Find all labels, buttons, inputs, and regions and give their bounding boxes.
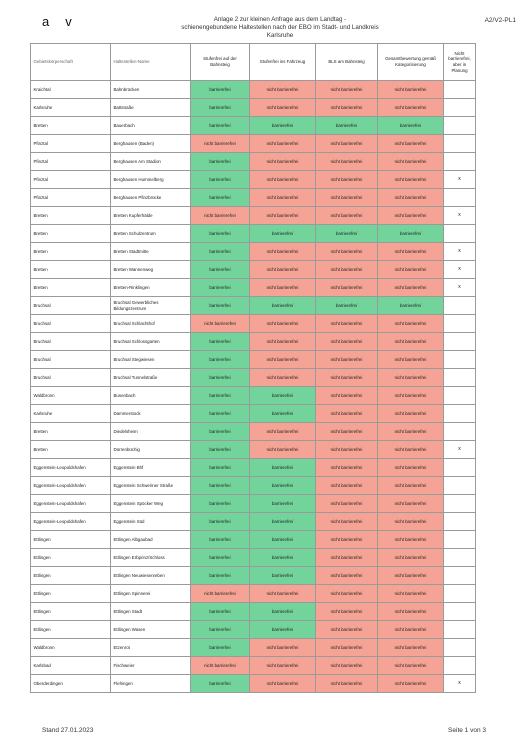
cell-status-c2: barrierefrei xyxy=(250,603,316,621)
cell-in-planung xyxy=(444,333,476,351)
cell-gebietskoerperschaft: Bretten xyxy=(31,243,111,261)
cell-status-c3: nicht barrierefrei xyxy=(316,657,378,675)
cell-status-c4: nicht barrierefrei xyxy=(378,513,444,531)
cell-status-c4: nicht barrierefrei xyxy=(378,279,444,297)
cell-gebietskoerperschaft: Bretten xyxy=(31,117,111,135)
cell-gebietskoerperschaft: Pfinztal xyxy=(31,153,111,171)
cell-gebietskoerperschaft: Ettlingen xyxy=(31,567,111,585)
document-reference: A2/V2-PL1 xyxy=(484,17,516,24)
cell-haltestellen-name: Etzenrot xyxy=(111,639,191,657)
cell-status-c2: nicht barrierefrei xyxy=(250,189,316,207)
cell-status-c2: nicht barrierefrei xyxy=(250,441,316,459)
cell-status-c1: barrierefrei xyxy=(191,477,250,495)
cell-in-planung: x xyxy=(444,675,476,693)
cell-status-c3: nicht barrierefrei xyxy=(316,603,378,621)
cell-status-c2: barrierefrei xyxy=(250,387,316,405)
cell-status-c3: nicht barrierefrei xyxy=(316,243,378,261)
cell-haltestellen-name: Ettlingen Wasen xyxy=(111,621,191,639)
cell-status-c2: nicht barrierefrei xyxy=(250,675,316,693)
cell-status-c2: nicht barrierefrei xyxy=(250,351,316,369)
cell-status-c1: barrierefrei xyxy=(191,279,250,297)
cell-status-c2: barrierefrei xyxy=(250,459,316,477)
cell-status-c3: nicht barrierefrei xyxy=(316,279,378,297)
column-header-gebietskoerperschaft: Gebietskörperschaft xyxy=(31,44,111,81)
cell-gebietskoerperschaft: Bretten xyxy=(31,225,111,243)
cell-status-c3: nicht barrierefrei xyxy=(316,567,378,585)
cell-gebietskoerperschaft: Eggenstein-Leopoldshafen xyxy=(31,477,111,495)
cell-haltestellen-name: Fischweier xyxy=(111,657,191,675)
cell-gebietskoerperschaft: Eggenstein-Leopoldshafen xyxy=(31,495,111,513)
cell-status-c2: barrierefrei xyxy=(250,117,316,135)
cell-status-c3: nicht barrierefrei xyxy=(316,207,378,225)
cell-status-c3: nicht barrierefrei xyxy=(316,189,378,207)
cell-status-c1: barrierefrei xyxy=(191,495,250,513)
table-row xyxy=(31,153,476,171)
cell-gebietskoerperschaft: Bretten xyxy=(31,279,111,297)
cell-status-c3: nicht barrierefrei xyxy=(316,441,378,459)
column-header-gesamtbewertung: Gesamtbewertung gemäß Kategorisierung xyxy=(378,44,444,81)
cell-status-c4: nicht barrierefrei xyxy=(378,81,444,99)
table-row xyxy=(31,99,476,117)
cell-status-c2: nicht barrierefrei xyxy=(250,423,316,441)
cell-status-c4: nicht barrierefrei xyxy=(378,369,444,387)
cell-status-c1: barrierefrei xyxy=(191,639,250,657)
cell-status-c1: barrierefrei xyxy=(191,369,250,387)
cell-in-planung xyxy=(444,603,476,621)
cell-gebietskoerperschaft: Ettlingen xyxy=(31,621,111,639)
cell-haltestellen-name: Bauerbach xyxy=(111,117,191,135)
table-row xyxy=(31,369,476,387)
cell-status-c3: nicht barrierefrei xyxy=(316,531,378,549)
cell-status-c4: nicht barrierefrei xyxy=(378,387,444,405)
cell-status-c1: barrierefrei xyxy=(191,189,250,207)
cell-status-c2: nicht barrierefrei xyxy=(250,171,316,189)
cell-status-c3: nicht barrierefrei xyxy=(316,171,378,189)
cell-status-c2: nicht barrierefrei xyxy=(250,333,316,351)
table-row xyxy=(31,513,476,531)
cell-status-c4: nicht barrierefrei xyxy=(378,549,444,567)
cell-status-c1: barrierefrei xyxy=(191,675,250,693)
cell-status-c4: nicht barrierefrei xyxy=(378,171,444,189)
cell-status-c2: nicht barrierefrei xyxy=(250,369,316,387)
cell-status-c4: nicht barrierefrei xyxy=(378,531,444,549)
cell-status-c3: nicht barrierefrei xyxy=(316,99,378,117)
cell-status-c2: barrierefrei xyxy=(250,405,316,423)
cell-gebietskoerperschaft: Bretten xyxy=(31,207,111,225)
cell-status-c4: nicht barrierefrei xyxy=(378,657,444,675)
cell-status-c3: nicht barrierefrei xyxy=(316,621,378,639)
cell-status-c3: nicht barrierefrei xyxy=(316,585,378,603)
table-row xyxy=(31,531,476,549)
cell-status-c2: nicht barrierefrei xyxy=(250,585,316,603)
table-row xyxy=(31,477,476,495)
cell-in-planung xyxy=(444,531,476,549)
cell-gebietskoerperschaft: Pfinztal xyxy=(31,171,111,189)
cell-in-planung xyxy=(444,639,476,657)
cell-in-planung xyxy=(444,81,476,99)
table-row xyxy=(31,441,476,459)
cell-haltestellen-name: Berghausen Am Stadion xyxy=(111,153,191,171)
cell-gebietskoerperschaft: Karlsruhe xyxy=(31,405,111,423)
cell-haltestellen-name: Bretten Kupferhälde xyxy=(111,207,191,225)
table-row xyxy=(31,495,476,513)
cell-status-c3: nicht barrierefrei xyxy=(316,639,378,657)
cell-status-c1: nicht barrierefrei xyxy=(191,585,250,603)
logo xyxy=(42,14,72,29)
cell-status-c1: barrierefrei xyxy=(191,441,250,459)
accessibility-table xyxy=(30,43,476,693)
cell-status-c4: barrierefrei xyxy=(378,225,444,243)
cell-in-planung xyxy=(444,315,476,333)
cell-haltestellen-name: Ettlingen Spinnerei xyxy=(111,585,191,603)
cell-status-c4: nicht barrierefrei xyxy=(378,639,444,657)
cell-in-planung xyxy=(444,369,476,387)
cell-status-c3: nicht barrierefrei xyxy=(316,675,378,693)
cell-haltestellen-name: Bretten Schulzentrum xyxy=(111,225,191,243)
cell-status-c4: nicht barrierefrei xyxy=(378,477,444,495)
cell-in-planung xyxy=(444,657,476,675)
cell-in-planung xyxy=(444,585,476,603)
cell-status-c3: nicht barrierefrei xyxy=(316,423,378,441)
cell-status-c1: barrierefrei xyxy=(191,603,250,621)
table-row xyxy=(31,81,476,99)
cell-status-c3: nicht barrierefrei xyxy=(316,261,378,279)
cell-status-c3: nicht barrierefrei xyxy=(316,513,378,531)
cell-status-c1: barrierefrei xyxy=(191,513,250,531)
cell-status-c1: nicht barrierefrei xyxy=(191,315,250,333)
cell-status-c2: nicht barrierefrei xyxy=(250,315,316,333)
cell-gebietskoerperschaft: Karlsruhe xyxy=(31,99,111,117)
cell-status-c3: nicht barrierefrei xyxy=(316,477,378,495)
cell-status-c4: nicht barrierefrei xyxy=(378,135,444,153)
cell-in-planung xyxy=(444,135,476,153)
cell-haltestellen-name: Eggenstein Süd xyxy=(111,513,191,531)
cell-in-planung xyxy=(444,621,476,639)
table-row xyxy=(31,117,476,135)
cell-status-c3: barrierefrei xyxy=(316,117,378,135)
table-row xyxy=(31,657,476,675)
cell-status-c1: barrierefrei xyxy=(191,351,250,369)
cell-status-c4: nicht barrierefrei xyxy=(378,315,444,333)
cell-gebietskoerperschaft: Eggenstein-Leopoldshafen xyxy=(31,459,111,477)
cell-status-c4: nicht barrierefrei xyxy=(378,675,444,693)
cell-status-c2: barrierefrei xyxy=(250,621,316,639)
cell-haltestellen-name: Bruchsal Stegwiesen xyxy=(111,351,191,369)
cell-status-c3: nicht barrierefrei xyxy=(316,459,378,477)
cell-status-c1: barrierefrei xyxy=(191,225,250,243)
cell-haltestellen-name: Diedelsheim xyxy=(111,423,191,441)
cell-status-c3: nicht barrierefrei xyxy=(316,405,378,423)
cell-status-c4: nicht barrierefrei xyxy=(378,207,444,225)
cell-gebietskoerperschaft: Pfinztal xyxy=(31,189,111,207)
cell-status-c4: nicht barrierefrei xyxy=(378,459,444,477)
cell-haltestellen-name: Flehingen xyxy=(111,675,191,693)
cell-gebietskoerperschaft: Ettlingen xyxy=(31,549,111,567)
cell-status-c1: barrierefrei xyxy=(191,567,250,585)
table-body xyxy=(31,81,476,693)
cell-status-c4: nicht barrierefrei xyxy=(378,99,444,117)
cell-in-planung xyxy=(444,225,476,243)
cell-in-planung xyxy=(444,513,476,531)
table-row xyxy=(31,423,476,441)
cell-status-c1: barrierefrei xyxy=(191,99,250,117)
logo-letter-v: v xyxy=(65,14,72,29)
cell-haltestellen-name: Eggenstein Spöcker Weg xyxy=(111,495,191,513)
cell-haltestellen-name: Dammerstock xyxy=(111,405,191,423)
table-row xyxy=(31,639,476,657)
cell-haltestellen-name: Ettlingen Stadt xyxy=(111,603,191,621)
cell-in-planung xyxy=(444,459,476,477)
table-row xyxy=(31,603,476,621)
cell-gebietskoerperschaft: Bruchsal xyxy=(31,333,111,351)
document-title-line-2: schienengebundene Haltestellen nach der EBO im Stadt- und Landkreis Karlsruhe xyxy=(181,24,379,39)
cell-status-c2: barrierefrei xyxy=(250,225,316,243)
cell-haltestellen-name: Ettlingen Neuwiesenreben xyxy=(111,567,191,585)
cell-in-planung xyxy=(444,405,476,423)
cell-haltestellen-name: Bruchsal Schlossgarten xyxy=(111,333,191,351)
cell-in-planung: x xyxy=(444,207,476,225)
cell-status-c3: barrierefrei xyxy=(316,297,378,315)
cell-status-c2: nicht barrierefrei xyxy=(250,243,316,261)
cell-status-c1: barrierefrei xyxy=(191,153,250,171)
cell-haltestellen-name: Eggenstein Schweriner Straße xyxy=(111,477,191,495)
cell-in-planung: x xyxy=(444,441,476,459)
cell-haltestellen-name: Bretten Stadtmitte xyxy=(111,243,191,261)
cell-status-c2: nicht barrierefrei xyxy=(250,99,316,117)
cell-in-planung xyxy=(444,477,476,495)
table-row xyxy=(31,297,476,315)
column-header-bls-bahnsteig: BLS am Bahnsteig xyxy=(316,44,378,81)
cell-status-c4: nicht barrierefrei xyxy=(378,423,444,441)
cell-in-planung xyxy=(444,117,476,135)
table-row xyxy=(31,261,476,279)
table-row xyxy=(31,171,476,189)
cell-haltestellen-name: Eggenstein Bhf xyxy=(111,459,191,477)
cell-status-c1: barrierefrei xyxy=(191,423,250,441)
cell-status-c3: nicht barrierefrei xyxy=(316,351,378,369)
cell-haltestellen-name: Bruchsal Tunnelstraße xyxy=(111,369,191,387)
cell-status-c1: barrierefrei xyxy=(191,81,250,99)
column-header-stufenfrei-bahnsteig: Stufenfrei auf der Bahnsteig xyxy=(191,44,250,81)
column-header-stufenfrei-fahrzeug: Stufenfrei ins Fahrzeug xyxy=(250,44,316,81)
cell-status-c3: nicht barrierefrei xyxy=(316,549,378,567)
cell-status-c3: nicht barrierefrei xyxy=(316,333,378,351)
cell-gebietskoerperschaft: Bruchsal xyxy=(31,297,111,315)
cell-status-c1: barrierefrei xyxy=(191,297,250,315)
cell-in-planung xyxy=(444,99,476,117)
cell-status-c1: barrierefrei xyxy=(191,261,250,279)
cell-status-c2: nicht barrierefrei xyxy=(250,135,316,153)
cell-status-c2: nicht barrierefrei xyxy=(250,657,316,675)
table-row xyxy=(31,405,476,423)
cell-status-c2: barrierefrei xyxy=(250,549,316,567)
cell-gebietskoerperschaft: Eggenstein-Leopoldshafen xyxy=(31,513,111,531)
cell-gebietskoerperschaft: Kraichtal xyxy=(31,81,111,99)
cell-status-c4: nicht barrierefrei xyxy=(378,621,444,639)
table-row xyxy=(31,135,476,153)
cell-haltestellen-name: Dürrenbüchig xyxy=(111,441,191,459)
table-row xyxy=(31,189,476,207)
cell-status-c4: nicht barrierefrei xyxy=(378,243,444,261)
cell-status-c1: barrierefrei xyxy=(191,387,250,405)
cell-status-c2: barrierefrei xyxy=(250,513,316,531)
cell-status-c1: nicht barrierefrei xyxy=(191,657,250,675)
table-row xyxy=(31,279,476,297)
cell-in-planung xyxy=(444,189,476,207)
cell-haltestellen-name: Battstraße xyxy=(111,99,191,117)
cell-status-c3: nicht barrierefrei xyxy=(316,81,378,99)
cell-haltestellen-name: Berghausen Pfinzbrücke xyxy=(111,189,191,207)
cell-status-c3: nicht barrierefrei xyxy=(316,369,378,387)
cell-status-c4: nicht barrierefrei xyxy=(378,567,444,585)
cell-in-planung xyxy=(444,153,476,171)
cell-haltestellen-name: Ettlingen Albgaubad xyxy=(111,531,191,549)
cell-status-c1: barrierefrei xyxy=(191,531,250,549)
cell-gebietskoerperschaft: Bruchsal xyxy=(31,351,111,369)
cell-in-planung xyxy=(444,567,476,585)
footer-date: Stand 27.01.2023 xyxy=(42,727,94,734)
cell-status-c2: nicht barrierefrei xyxy=(250,81,316,99)
cell-gebietskoerperschaft: Oberderdingen xyxy=(31,675,111,693)
cell-haltestellen-name: Ettlingen Erbprinz/Schloss xyxy=(111,549,191,567)
cell-haltestellen-name: Berghausen (Baden) xyxy=(111,135,191,153)
cell-status-c4: nicht barrierefrei xyxy=(378,261,444,279)
cell-gebietskoerperschaft: Waldbronn xyxy=(31,639,111,657)
table-row xyxy=(31,225,476,243)
cell-status-c1: barrierefrei xyxy=(191,459,250,477)
cell-status-c1: barrierefrei xyxy=(191,621,250,639)
table-row xyxy=(31,549,476,567)
cell-in-planung xyxy=(444,387,476,405)
document-title-line-1: Anlage 2 zur kleinen Anfrage aus dem Landtag - xyxy=(213,16,347,23)
cell-in-planung xyxy=(444,495,476,513)
cell-status-c4: nicht barrierefrei xyxy=(378,405,444,423)
cell-status-c4: barrierefrei xyxy=(378,297,444,315)
cell-status-c2: nicht barrierefrei xyxy=(250,261,316,279)
cell-status-c2: barrierefrei xyxy=(250,477,316,495)
cell-in-planung: x xyxy=(444,243,476,261)
cell-haltestellen-name: Bretten-Rinklingen xyxy=(111,279,191,297)
cell-status-c4: nicht barrierefrei xyxy=(378,333,444,351)
cell-gebietskoerperschaft: Pfinztal xyxy=(31,135,111,153)
cell-status-c4: nicht barrierefrei xyxy=(378,153,444,171)
cell-status-c4: nicht barrierefrei xyxy=(378,441,444,459)
table-row xyxy=(31,567,476,585)
cell-gebietskoerperschaft: Waldbronn xyxy=(31,387,111,405)
cell-status-c4: nicht barrierefrei xyxy=(378,495,444,513)
cell-status-c1: barrierefrei xyxy=(191,243,250,261)
table-row xyxy=(31,387,476,405)
cell-status-c4: nicht barrierefrei xyxy=(378,189,444,207)
cell-in-planung: x xyxy=(444,171,476,189)
cell-status-c2: nicht barrierefrei xyxy=(250,279,316,297)
cell-in-planung xyxy=(444,549,476,567)
cell-status-c4: nicht barrierefrei xyxy=(378,603,444,621)
cell-status-c3: nicht barrierefrei xyxy=(316,153,378,171)
footer-page-number: Seite 1 von 3 xyxy=(448,727,486,734)
cell-status-c4: nicht barrierefrei xyxy=(378,351,444,369)
cell-gebietskoerperschaft: Bretten xyxy=(31,423,111,441)
cell-status-c2: barrierefrei xyxy=(250,531,316,549)
cell-haltestellen-name: Bruchsal Schlachthof xyxy=(111,315,191,333)
cell-in-planung xyxy=(444,297,476,315)
column-header-haltestellen-name: Haltestellen-Name xyxy=(111,44,191,81)
logo-letter-a: a xyxy=(42,14,50,29)
cell-status-c3: nicht barrierefrei xyxy=(316,315,378,333)
table-row xyxy=(31,675,476,693)
cell-status-c2: barrierefrei xyxy=(250,297,316,315)
cell-in-planung xyxy=(444,423,476,441)
cell-status-c1: barrierefrei xyxy=(191,405,250,423)
cell-status-c2: nicht barrierefrei xyxy=(250,153,316,171)
table-row xyxy=(31,333,476,351)
cell-status-c2: nicht barrierefrei xyxy=(250,207,316,225)
table-row xyxy=(31,315,476,333)
cell-status-c1: barrierefrei xyxy=(191,333,250,351)
cell-in-planung: x xyxy=(444,261,476,279)
table-row xyxy=(31,243,476,261)
column-header-in-planung: Nicht barrierefrei, aber in Planung xyxy=(444,44,476,81)
cell-status-c4: barrierefrei xyxy=(378,117,444,135)
cell-gebietskoerperschaft: Ettlingen xyxy=(31,585,111,603)
cell-in-planung: x xyxy=(444,279,476,297)
table-row xyxy=(31,621,476,639)
cell-status-c2: nicht barrierefrei xyxy=(250,639,316,657)
cell-gebietskoerperschaft: Ettlingen xyxy=(31,531,111,549)
cell-status-c3: nicht barrierefrei xyxy=(316,495,378,513)
cell-status-c3: nicht barrierefrei xyxy=(316,387,378,405)
cell-status-c1: nicht barrierefrei xyxy=(191,135,250,153)
cell-haltestellen-name: Berghausen Hummelberg xyxy=(111,171,191,189)
table-row xyxy=(31,207,476,225)
cell-status-c3: nicht barrierefrei xyxy=(316,135,378,153)
cell-haltestellen-name: Bretten Wannenweg xyxy=(111,261,191,279)
document-title xyxy=(170,16,390,40)
cell-status-c3: barrierefrei xyxy=(316,225,378,243)
cell-haltestellen-name: Bahnbrücken xyxy=(111,81,191,99)
accessibility-table-container xyxy=(30,43,475,693)
cell-status-c2: barrierefrei xyxy=(250,567,316,585)
table-row xyxy=(31,459,476,477)
cell-status-c1: barrierefrei xyxy=(191,171,250,189)
cell-status-c1: barrierefrei xyxy=(191,549,250,567)
cell-status-c4: nicht barrierefrei xyxy=(378,585,444,603)
cell-haltestellen-name: Busenbach xyxy=(111,387,191,405)
cell-in-planung xyxy=(444,351,476,369)
cell-gebietskoerperschaft: Bruchsal xyxy=(31,369,111,387)
cell-status-c2: barrierefrei xyxy=(250,495,316,513)
table-row xyxy=(31,351,476,369)
cell-gebietskoerperschaft: Bruchsal xyxy=(31,315,111,333)
cell-gebietskoerperschaft: Karlsbad xyxy=(31,657,111,675)
cell-status-c1: barrierefrei xyxy=(191,117,250,135)
cell-gebietskoerperschaft: Bretten xyxy=(31,441,111,459)
cell-haltestellen-name: Bruchsal Gewerbliches Bildungszentrum xyxy=(111,297,191,315)
cell-gebietskoerperschaft: Ettlingen xyxy=(31,603,111,621)
cell-status-c1: nicht barrierefrei xyxy=(191,207,250,225)
table-row xyxy=(31,585,476,603)
cell-gebietskoerperschaft: Bretten xyxy=(31,261,111,279)
table-header-row xyxy=(31,44,476,81)
